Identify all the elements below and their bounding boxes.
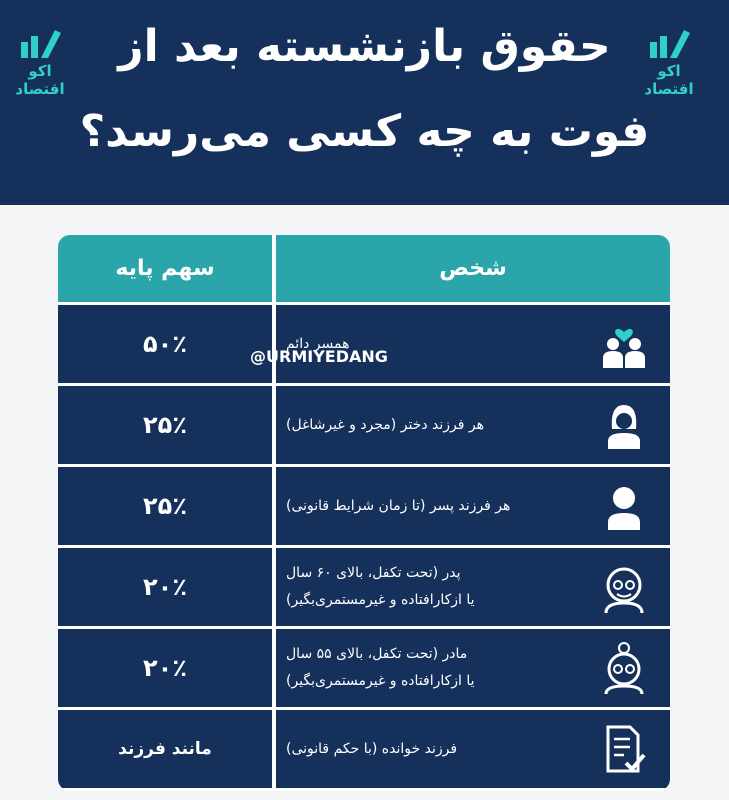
table-row — [58, 386, 670, 464]
table-row — [58, 548, 670, 626]
person-text — [286, 629, 584, 707]
person-text — [286, 305, 584, 383]
share-cell: ۲۰٪ — [58, 548, 272, 626]
brand-logo-text: اکو اقتصاد — [15, 62, 65, 98]
page-title-line-1: حقوق بازنشسته بعد از — [118, 21, 611, 72]
column-header-person: شخص — [439, 256, 507, 281]
column-header-share: سهم پایه — [115, 256, 215, 281]
table-row — [58, 305, 670, 383]
page-title-line-2: فوت به چه کسی می‌رسد؟ — [79, 106, 650, 157]
document-check-icon — [596, 723, 652, 775]
person-cell — [276, 305, 670, 383]
person-text — [286, 710, 584, 788]
person-text — [286, 548, 584, 626]
brand-logo — [631, 26, 707, 98]
boy-icon — [596, 480, 652, 532]
person-line: مادر (تحت تکفل، بالای ۵۵ سال — [286, 646, 468, 663]
table-header — [58, 235, 670, 302]
person-text — [286, 467, 584, 545]
pension-share-table — [58, 235, 670, 791]
person-cell — [276, 629, 670, 707]
person-line: هر فرزند پسر (تا زمان شرایط قانونی) — [286, 497, 511, 514]
person-cell — [276, 386, 670, 464]
share-cell: ۲۵٪ — [58, 386, 272, 464]
share-cell: ۲۵٪ — [58, 467, 272, 545]
couple-heart-icon — [596, 318, 652, 370]
person-line: یا ازکارافتاده و غیرمستمری‌بگیر) — [286, 673, 475, 689]
girl-icon — [596, 399, 652, 451]
person-line: هر فرزند دختر (مجرد و غیرشاغل) — [286, 416, 484, 433]
chart-logo-icon — [646, 26, 692, 60]
share-cell: ۲۰٪ — [58, 629, 272, 707]
person-line: یا ازکارافتاده و غیرمستمری‌بگیر) — [286, 592, 475, 608]
person-cell — [276, 710, 670, 788]
person-cell — [276, 548, 670, 626]
old-woman-icon — [596, 642, 652, 694]
share-cell: مانند فرزند — [58, 710, 272, 788]
old-man-icon — [596, 561, 652, 613]
share-cell: ۵۰٪ — [58, 305, 272, 383]
watermark-text: @URMIYEDANG — [250, 347, 388, 366]
person-cell — [276, 467, 670, 545]
person-line: فرزند خوانده (با حکم قانونی) — [286, 740, 458, 757]
brand-logo-text: اکو اقتصاد — [644, 62, 694, 98]
table-row — [58, 629, 670, 707]
person-text — [286, 386, 584, 464]
person-line: پدر (تحت تکفل، بالای ۶۰ سال — [286, 565, 461, 582]
table-row — [58, 710, 670, 788]
table-row — [58, 467, 670, 545]
header-banner — [0, 0, 729, 205]
person-line: همسر دائم — [286, 335, 350, 352]
